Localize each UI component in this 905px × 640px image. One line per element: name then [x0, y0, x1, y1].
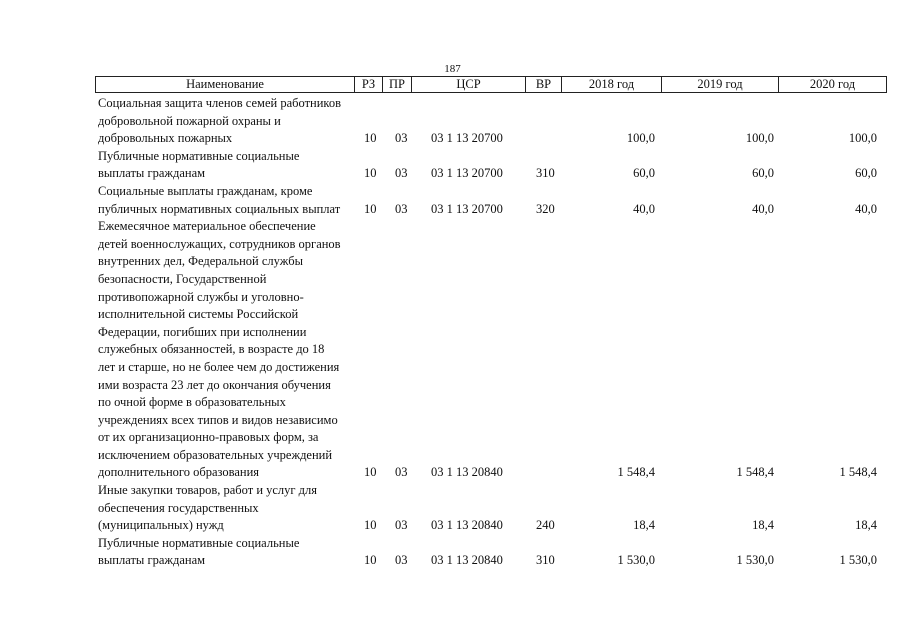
header-2019: 2019 год: [661, 76, 779, 93]
row-vr: 310: [536, 166, 555, 181]
row-2018: 1 548,4: [617, 465, 655, 480]
row-vr: 240: [536, 518, 555, 533]
row-2019: 1 530,0: [736, 553, 774, 568]
row-name: Социальные выплаты гражданам, кроме публичных нормативных социальных выплат: [98, 183, 341, 216]
row-2020: 40,0: [855, 201, 877, 216]
table-body: [0, 95, 905, 570]
row-csr: 03 1 13 20840: [431, 518, 503, 533]
row-pr: 03: [395, 553, 408, 568]
row-rz: 10: [364, 518, 377, 533]
table-row: [0, 482, 905, 535]
row-csr: 03 1 13 20700: [431, 131, 503, 146]
table-header: [95, 76, 887, 93]
row-csr: 03 1 13 20700: [431, 166, 503, 181]
row-name: Иные закупки товаров, работ и услуг для обеспечения государственных (муниципальных) нужд: [98, 483, 318, 533]
row-2020: 1 530,0: [839, 553, 877, 568]
row-2019: 100,0: [745, 131, 774, 146]
row-name: Ежемесячное материальное обеспечение детей военнослужащих, сотрудников органов внутренних дел, Федеральной службы безопасности, Государственной противопожарной службы и уголовно-исполнительной системы Российской Федерации, погибших при исполнении служебных обязанностей, в возрасте до 18 лет и старше, но не более чем до достижения ими возраста 23 лет до окончания обучения по очной форме в образовательных учреждениях всех типов и видов независимо от их организационно-правовых форм, за исключением образовательных учреждений дополнительного образования: [98, 219, 341, 480]
row-2018: 100,0: [626, 131, 655, 146]
header-pr: ПР: [382, 76, 412, 93]
row-csr: 03 1 13 20840: [431, 465, 503, 480]
row-2020: 18,4: [855, 518, 877, 533]
header-rz: РЗ: [354, 76, 383, 93]
row-2018: 60,0: [633, 166, 655, 181]
header-csr: ЦСР: [411, 76, 526, 93]
row-rz: 10: [364, 166, 377, 181]
row-2019: 1 548,4: [736, 465, 774, 480]
table-row: [0, 218, 905, 482]
row-name: Публичные нормативные социальные выплаты гражданам: [98, 535, 300, 568]
row-2019: 40,0: [752, 201, 774, 216]
row-csr: 03 1 13 20700: [431, 201, 503, 216]
row-pr: 03: [395, 131, 408, 146]
header-2020: 2020 год: [778, 76, 887, 93]
row-csr: 03 1 13 20840: [431, 553, 503, 568]
row-2018: 40,0: [633, 201, 655, 216]
row-2019: 60,0: [752, 166, 774, 181]
row-rz: 10: [364, 465, 377, 480]
row-rz: 10: [364, 553, 377, 568]
row-vr: 310: [536, 553, 555, 568]
page-number: 187: [444, 63, 461, 75]
table-row: [0, 183, 905, 218]
table-row: [0, 535, 905, 570]
row-pr: 03: [395, 166, 408, 181]
header-2018: 2018 год: [561, 76, 662, 93]
row-2020: 100,0: [848, 131, 877, 146]
row-rz: 10: [364, 131, 377, 146]
row-name: Социальная защита членов семей работников добровольной пожарной охраны и добровольных пожарных: [98, 96, 341, 146]
row-pr: 03: [395, 518, 408, 533]
row-2020: 1 548,4: [839, 465, 877, 480]
row-rz: 10: [364, 201, 377, 216]
row-pr: 03: [395, 201, 408, 216]
row-2018: 18,4: [633, 518, 655, 533]
header-vr: ВР: [525, 76, 562, 93]
row-2019: 18,4: [752, 518, 774, 533]
row-2018: 1 530,0: [617, 553, 655, 568]
table-row: [0, 95, 905, 148]
row-vr: 320: [536, 201, 555, 216]
header-name: Наименование: [95, 76, 355, 93]
row-2020: 60,0: [855, 166, 877, 181]
row-name: Публичные нормативные социальные выплаты гражданам: [98, 148, 300, 181]
row-pr: 03: [395, 465, 408, 480]
table-row: [0, 148, 905, 183]
